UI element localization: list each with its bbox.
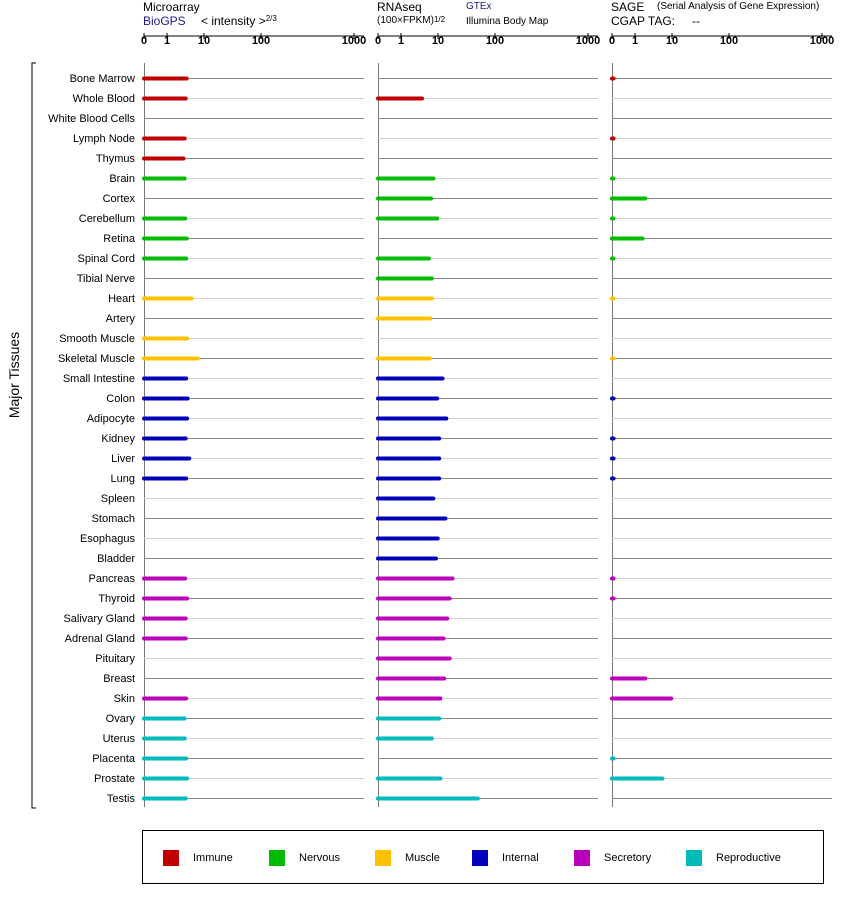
legend-label: Immune (193, 852, 233, 864)
tissue-label-spleen: Spleen (100, 493, 135, 505)
legend-item-immune (163, 850, 233, 866)
rnaseq-unit: (100×FPKM)$^{1/2}$ (377, 15, 446, 26)
rnaseq-tick-label-100: 100 (485, 35, 505, 47)
tissue-label-esophagus: Esophagus (79, 533, 135, 545)
legend-item-muscle (375, 850, 440, 866)
legend-item-internal (472, 850, 539, 866)
tissue-label-small-intestine: Small Intestine (62, 373, 135, 385)
tissue-label-whole-blood: Whole Blood (72, 93, 135, 105)
tissue-label-placenta: Placenta (92, 753, 135, 765)
legend-item-nervous (269, 850, 340, 866)
legend-label: Nervous (299, 852, 340, 864)
sage-tick-label-0: 0 (608, 35, 616, 47)
tissue-label-stomach: Stomach (91, 513, 135, 525)
tissue-label-adrenal-gland: Adrenal Gland (64, 633, 135, 645)
tissue-label-breast: Breast (103, 673, 135, 685)
sage-tag-label: CGAP TAG: (611, 14, 676, 28)
tissue-label-lymph-node: Lymph Node (73, 133, 135, 145)
tissue-label-retina: Retina (103, 233, 135, 245)
tissue-label-salivary-gland: Salivary Gland (63, 613, 135, 625)
legend-label: Reproductive (716, 852, 781, 864)
legend-swatch (472, 850, 488, 866)
microarray-tick-label-1000: 1000 (341, 35, 367, 47)
tissue-label-white-blood-cells: White Blood Cells (48, 113, 135, 125)
tissue-label-bone-marrow: Bone Marrow (69, 73, 135, 85)
rnaseq-tick-label-0: 0 (374, 35, 382, 47)
legend-label: Internal (502, 852, 539, 864)
tissue-label-pituitary: Pituitary (95, 653, 135, 665)
microarray-title: Microarray (143, 0, 200, 14)
sage-tick-label-1: 1 (631, 35, 639, 47)
legend-swatch (375, 850, 391, 866)
sage-tick-label-1000: 1000 (809, 35, 835, 47)
legend-item-secretory (574, 850, 651, 866)
microarray-source: BioGPS (143, 14, 186, 28)
rnaseq-title: RNAseq (377, 0, 422, 14)
microarray-tick-label-100: 100 (251, 35, 271, 47)
legend-label: Secretory (604, 852, 652, 864)
tissue-label-kidney: Kidney (101, 433, 135, 445)
tissue-label-lung: Lung (110, 473, 135, 485)
rnaseq-tick-label-1000: 1000 (575, 35, 601, 47)
legend-item-reproductive (686, 850, 781, 866)
legend-swatch (163, 850, 179, 866)
microarray-tick-label-1: 1 (163, 35, 171, 47)
tissue-label-thyroid: Thyroid (98, 593, 135, 605)
sage-title: SAGE (611, 0, 645, 14)
legend-swatch (574, 850, 590, 866)
legend-swatch (269, 850, 285, 866)
sage-tick-label-100: 100 (719, 35, 739, 47)
tissue-label-uterus: Uterus (102, 733, 135, 745)
microarray-unit: < intensity >$^{2/3}$ (201, 14, 277, 28)
legend-label: Muscle (405, 852, 440, 864)
tissue-label-pancreas: Pancreas (88, 573, 135, 585)
tissue-label-heart: Heart (108, 293, 135, 305)
tissue-label-brain: Brain (109, 173, 135, 185)
sage-subtitle: (Serial Analysis of Gene Expression) (657, 1, 820, 12)
rnaseq-source-gtex: GTEx (466, 1, 492, 12)
sage-tag-value: -- (692, 14, 700, 28)
tissue-label-adipocyte: Adipocyte (86, 413, 135, 425)
tissue-label-thymus: Thymus (95, 153, 135, 165)
rnaseq-tick-label-10: 10 (431, 35, 445, 47)
legend (142, 830, 824, 884)
side-label: Major Tissues (6, 331, 22, 419)
tissue-label-bladder: Bladder (97, 553, 135, 565)
tissue-label-smooth-muscle: Smooth Muscle (59, 333, 135, 345)
tissue-label-cortex: Cortex (102, 193, 135, 205)
tissue-label-cerebellum: Cerebellum (78, 213, 135, 225)
microarray-tick-label-0: 0 (140, 35, 148, 47)
tissue-label-skeletal-muscle: Skeletal Muscle (57, 353, 135, 365)
tissue-label-testis: Testis (106, 793, 135, 805)
sage-tick-label-10: 10 (665, 35, 679, 47)
tissue-label-prostate: Prostate (94, 773, 135, 785)
rnaseq-tick-label-1: 1 (397, 35, 405, 47)
tissue-label-colon: Colon (106, 393, 135, 405)
tissue-label-artery: Artery (105, 313, 135, 325)
tissue-label-skin: Skin (113, 693, 135, 705)
tissue-label-tibial-nerve: Tibial Nerve (76, 273, 135, 285)
side-bracket (32, 63, 36, 808)
tissue-label-spinal-cord: Spinal Cord (77, 253, 135, 265)
microarray-tick-label-10: 10 (197, 35, 211, 47)
tissue-label-ovary: Ovary (105, 713, 135, 725)
tissue-label-liver: Liver (111, 453, 135, 465)
rnaseq-source-ibm: Illumina Body Map (466, 16, 549, 27)
legend-swatch (686, 850, 702, 866)
